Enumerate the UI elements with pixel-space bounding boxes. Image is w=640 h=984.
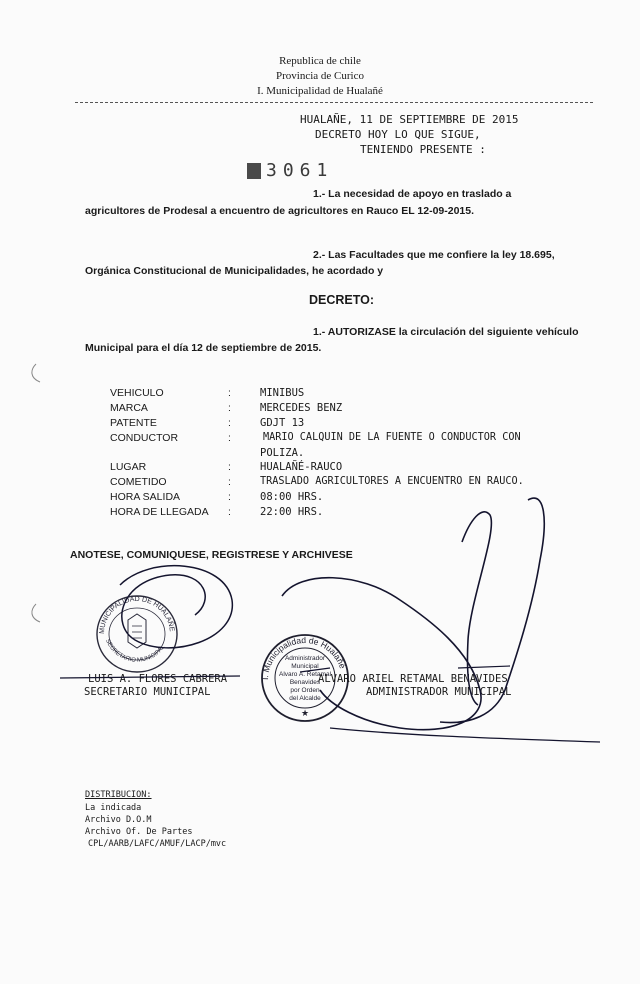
administrator-title: ADMINISTRADOR MUNICIPAL <box>366 686 512 698</box>
decreto-title: DECRETO: <box>309 293 375 307</box>
row-label: LUGAR <box>110 461 147 473</box>
decree-hoy-line: DECRETO HOY LO QUE SIGUE, <box>315 128 481 141</box>
administrator-signature-stroke-3 <box>282 578 481 730</box>
secretary-stamp-bottom-text: SECRETARIO MUNICIPAL <box>104 638 167 664</box>
secretary-title: SECRETARIO MUNICIPAL <box>84 686 211 698</box>
decree-number: 3061 <box>266 160 334 181</box>
row-separator: : <box>228 476 231 488</box>
secretary-signature <box>120 566 232 648</box>
row-value: TRASLADO AGRICULTORES A ENCUENTRO EN RAUCO. <box>260 476 524 487</box>
stamp-inner-line: Administrador <box>284 655 326 662</box>
articulo-1-line1: 1.- AUTORIZASE la circulación del siguiente vehículo <box>313 326 579 338</box>
stamp-inner-line: Municipal <box>291 663 319 670</box>
row-value: MARIO CALQUIN DE LA FUENTE O CONDUCTOR CON <box>263 432 521 443</box>
row-value: 08:00 HRS. <box>260 491 324 503</box>
row-label: PATENTE <box>110 417 157 429</box>
row-separator: : <box>228 417 231 429</box>
row-label: HORA DE LLEGADA <box>110 506 209 518</box>
distribution-item: Archivo D.O.M <box>85 815 152 825</box>
secretary-name: LUIS A. FLORES CABRERA <box>88 673 228 685</box>
secretary-stamp-top-text: MUNICIPALIDAD DE HUALAÑE <box>98 595 175 635</box>
row-separator: : <box>228 402 231 414</box>
stamp-star-icon: ★ <box>300 708 310 718</box>
row-label: VEHICULO <box>110 387 164 399</box>
margin-mark <box>32 604 40 622</box>
stamp-inner-line: por Orden <box>290 687 320 694</box>
row-label: COMETIDO <box>110 476 167 488</box>
articulo-1-line2: Municipal para el día 12 de septiembre de 2015. <box>85 342 322 354</box>
distribution-item: La indicada <box>85 803 142 813</box>
considerando-2-line2: Orgánica Constitucional de Municipalidades, he acordado y <box>85 265 384 277</box>
header-municipality: I. Municipalidad de Hualañé <box>257 85 383 97</box>
stamp-inner-line: del Alcalde <box>289 695 321 702</box>
row-value: MINIBUS <box>260 387 305 399</box>
row-separator: : <box>228 387 231 399</box>
administrator-signature-stroke-1 <box>462 512 491 705</box>
row-label: HORA SALIDA <box>110 491 181 503</box>
considerando-1-line2: agricultores de Prodesal a encuentro de agricultores en Rauco EL 12-09-2015. <box>85 205 475 217</box>
row-separator: : <box>228 432 231 444</box>
administrator-signature-stroke-4 <box>330 728 600 742</box>
date-line: HUALAÑE, 11 DE SEPTIEMBRE DE 2015 <box>300 113 519 126</box>
distribution-item: CPL/AARB/LAFC/AMUF/LACP/mvc <box>88 839 227 849</box>
considerando-1-line1: 1.- La necesidad de apoyo en traslado a <box>313 188 512 200</box>
stamp-inner-line: Alvaro A. Retamal <box>278 671 332 678</box>
row-separator: : <box>228 491 231 503</box>
considerando-2-line1: 2.- Las Facultades que me confiere la ley 18.695, <box>313 249 555 261</box>
distribution-title: DISTRIBUCION: <box>85 790 152 800</box>
distribution-item: Archivo Of. De Partes <box>85 827 193 837</box>
header-country: Republica de chile <box>279 55 361 67</box>
row-value: GDJT 13 <box>260 417 305 429</box>
header-province: Provincia de Curico <box>276 70 364 82</box>
row-separator: : <box>228 506 231 518</box>
margin-mark <box>32 364 40 382</box>
row-value: MERCEDES BENZ <box>260 402 343 414</box>
administrator-signature-stroke-2 <box>440 498 544 722</box>
row-value: 22:00 HRS. <box>260 506 324 518</box>
administrator-signature-stroke-5 <box>300 666 510 672</box>
administrator-stamp-ring-text: I. Municipalidad de Hualañé <box>259 634 348 681</box>
row-label: MARCA <box>110 402 148 414</box>
closing-formula: ANOTESE, COMUNIQUESE, REGISTRESE Y ARCHIVESE <box>70 549 353 561</box>
teniendo-presente-line: TENIENDO PRESENTE : <box>360 143 486 156</box>
stamp-inner-line: Benavides <box>289 679 321 686</box>
row-separator: : <box>228 461 231 473</box>
row-value: HUALAÑÉ-RAUCO <box>260 461 343 473</box>
row-value: POLIZA. <box>260 447 305 459</box>
row-label: CONDUCTOR <box>110 432 179 444</box>
secretary-signature-stroke <box>60 676 240 678</box>
administrator-name: ALVARO ARIEL RETAMAL BENAVIDES <box>318 673 508 685</box>
